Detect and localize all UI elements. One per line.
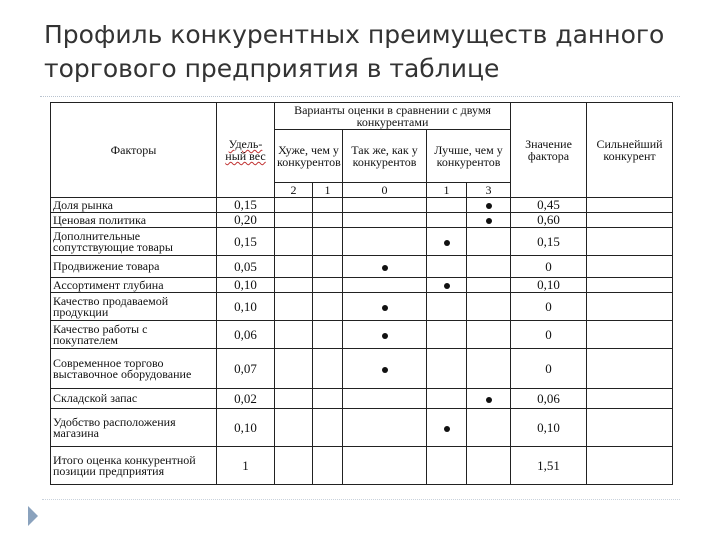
score-cell-minus2 [275,198,313,213]
weight-cell: 0,20 [217,213,275,228]
table-row [51,213,673,228]
weight-cell: 0,07 [217,349,275,389]
header-same: Так же, как у конкурентов [343,130,427,183]
score-cell-minus1 [313,293,343,321]
value-cell: 0 [511,349,587,389]
value-cell: 0 [511,321,587,349]
header-row-1 [51,103,673,130]
score-cell-zero [343,228,427,256]
score-cell-zero [343,256,427,278]
score-cell-zero [343,389,427,409]
score-cell-minus2 [275,293,313,321]
score-cell-minus2 [275,409,313,447]
score-cell-plus1 [427,293,467,321]
score-cell-minus1 [313,198,343,213]
score-cell-plus3 [467,321,511,349]
factor-cell: Дополнительные сопутствующие товары [51,228,217,256]
score-cell-plus3 [467,447,511,485]
selected-score-dot-icon [486,203,492,209]
score-cell-minus1 [313,228,343,256]
title-divider [40,96,680,97]
weight-cell: 0,06 [217,321,275,349]
strongest-competitor-cell [587,293,673,321]
strongest-competitor-cell [587,228,673,256]
score-cell-plus3 [467,213,511,228]
weight-cell: 0,15 [217,228,275,256]
score-cell-plus1 [427,409,467,447]
factor-cell: Удобство расположения магазина [51,409,217,447]
score-cell-minus1 [313,447,343,485]
selected-score-dot-icon [486,218,492,224]
score-cell-plus3 [467,389,511,409]
score-cell-zero [343,349,427,389]
score-cell-minus2 [275,349,313,389]
factor-cell: Ассортимент глубина [51,278,217,293]
score-cell-minus1 [313,321,343,349]
value-cell: 0 [511,256,587,278]
score-cell-plus3 [467,278,511,293]
selected-score-dot-icon [382,367,388,373]
weight-cell: 0,10 [217,409,275,447]
table-row [51,349,673,389]
selected-score-dot-icon [444,240,450,246]
score-cell-minus1 [313,213,343,228]
score-cell-plus1 [427,228,467,256]
table-row [51,389,673,409]
score-cell-zero [343,321,427,349]
score-cell-zero [343,213,427,228]
slide-title: Профиль конкурентных преимуществ данного торгового предприятия в таблице [44,20,665,83]
selected-score-dot-icon [382,265,388,271]
score-cell-zero [343,409,427,447]
value-cell: 0,10 [511,409,587,447]
score-plus-3: 3 [467,183,511,198]
score-cell-plus1 [427,278,467,293]
factor-cell: Качество работы с покупателем [51,321,217,349]
score-minus-2: 2 [275,183,313,198]
score-zero: 0 [343,183,427,198]
score-cell-plus1 [427,256,467,278]
score-cell-plus3 [467,198,511,213]
score-cell-minus2 [275,321,313,349]
header-weight-text: Удель-ный вес [225,137,266,163]
weight-cell: 0,05 [217,256,275,278]
header-value: Значение фактора [511,103,587,198]
score-cell-zero [343,278,427,293]
score-cell-plus3 [467,409,511,447]
factor-cell: Ценовая политика [51,213,217,228]
table-row [51,198,673,213]
value-cell: 0,10 [511,278,587,293]
score-cell-minus1 [313,389,343,409]
strongest-competitor-cell [587,321,673,349]
header-worse: Хуже, чем у конкурентов [275,130,343,183]
selected-score-dot-icon [382,333,388,339]
value-cell: 0,45 [511,198,587,213]
value-cell: 0,15 [511,228,587,256]
score-cell-minus1 [313,409,343,447]
score-cell-minus1 [313,278,343,293]
weight-cell: 0,15 [217,198,275,213]
selected-score-dot-icon [444,426,450,432]
weight-cell: 0,10 [217,293,275,321]
factor-cell: Доля рынка [51,198,217,213]
value-cell: 0,60 [511,213,587,228]
competitive-profile-table-container [50,102,672,485]
strongest-competitor-cell [587,278,673,293]
header-factors: Факторы [51,103,217,198]
score-cell-zero [343,447,427,485]
score-cell-plus1 [427,349,467,389]
table-row [51,447,673,485]
score-cell-minus1 [313,256,343,278]
weight-cell: 1 [217,447,275,485]
factor-cell: Итого оценка конкурентной позиции предприятия [51,447,217,485]
strongest-competitor-cell [587,409,673,447]
score-cell-plus1 [427,213,467,228]
header-better: Лучше, чем у конкурентов [427,130,511,183]
score-cell-minus2 [275,278,313,293]
value-cell: 0,06 [511,389,587,409]
factor-cell: Продвижение товара [51,256,217,278]
score-cell-plus1 [427,198,467,213]
strongest-competitor-cell [587,447,673,485]
footer-divider [42,499,680,500]
strongest-competitor-cell [587,389,673,409]
selected-score-dot-icon [486,397,492,403]
strongest-competitor-cell [587,349,673,389]
value-cell: 1,51 [511,447,587,485]
header-weight [217,103,275,198]
score-cell-plus1 [427,321,467,349]
score-cell-zero [343,198,427,213]
table-row [51,256,673,278]
strongest-competitor-cell [587,198,673,213]
score-cell-minus2 [275,228,313,256]
header-variants: Варианты оценки в сравнении с двумя конкурентами [275,103,511,130]
table-row [51,228,673,256]
score-minus-1: 1 [313,183,343,198]
table-body [51,198,673,485]
score-cell-plus3 [467,228,511,256]
factor-cell: Современное торгово выставочное оборудование [51,349,217,389]
weight-cell: 0,10 [217,278,275,293]
header-strongest: Сильнейший конкурент [587,103,673,198]
score-cell-plus3 [467,293,511,321]
strongest-competitor-cell [587,256,673,278]
table-row [51,293,673,321]
score-cell-plus3 [467,256,511,278]
factor-cell: Складской запас [51,389,217,409]
score-cell-plus3 [467,349,511,389]
slide-bullet-icon [28,506,38,526]
selected-score-dot-icon [444,283,450,289]
value-cell: 0 [511,293,587,321]
score-cell-plus1 [427,389,467,409]
score-cell-minus2 [275,389,313,409]
table-row [51,278,673,293]
score-cell-minus2 [275,213,313,228]
competitive-profile-table [50,102,673,485]
factor-cell: Качество продаваемой продукции [51,293,217,321]
table-row [51,321,673,349]
score-cell-minus1 [313,349,343,389]
score-cell-minus2 [275,256,313,278]
score-cell-minus2 [275,447,313,485]
score-cell-zero [343,293,427,321]
weight-cell: 0,02 [217,389,275,409]
selected-score-dot-icon [382,305,388,311]
strongest-competitor-cell [587,213,673,228]
table-row [51,409,673,447]
score-plus-1: 1 [427,183,467,198]
score-cell-plus1 [427,447,467,485]
